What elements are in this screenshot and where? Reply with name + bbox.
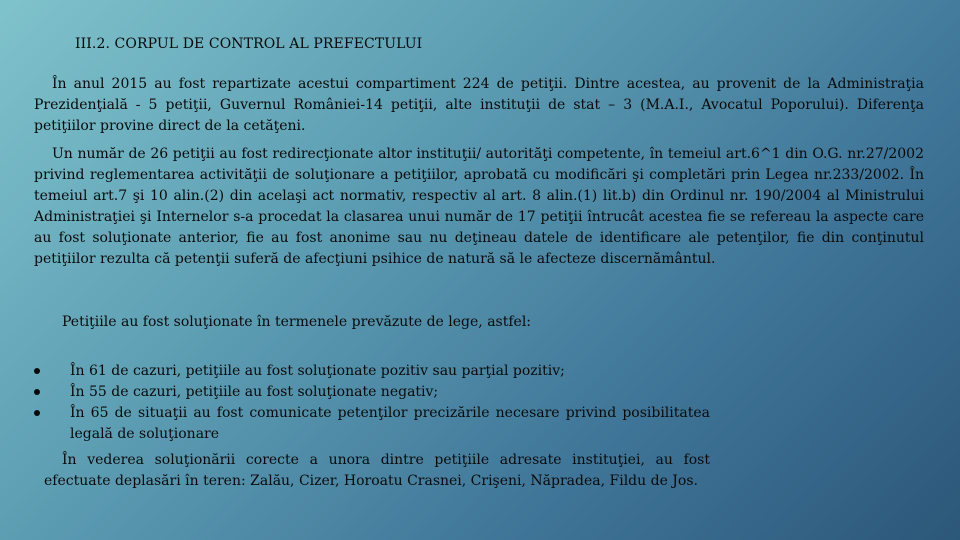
redirect-paragraph: Un număr de 26 petiţii au fost redirecţionate altor instituţii/ autorităţi competente, în temeiul art.6^1 din O.G. nr.27/2002 privind reglementarea activităţii de soluţionare a petiţiilor, aprobată cu modificări şi completări prin Legea nr.233/2002. În temeiul art.7 şi 10 alin.(2) din acelaşi act normativ, respectiv al art. 8 alin.(1) lit.b) din Ordinul nr. 190/2004 al Ministrului Administraţiei şi Internelor s-a procedat la clasarea unui număr de 17 petiţii întrucât acestea fie se refereau la aspecte care au fost soluţionate anterior, fie au fost anonime sau nu deţineau datele de identificare ale petenţilor, fie din conţinutul petiţiilor rezulta că petenţii suferă de afecţiuni psihice de natură să le afecteze discernământul. (34, 146, 924, 267)
intro-paragraph: În anul 2015 au fost repartizate acestui compartiment 224 de petiţii. Dintre acestea, au provenit de la Administraţia Prezidenţială - 5 petiţii, Guvernul României-14 petiţii, alte instituţii de stat – 3 (M.A.I., Avocatul Poporului). Diferenţa petiţiilor provine direct de la cetăţeni. (34, 76, 924, 134)
list-item (34, 361, 710, 382)
closing-paragraph: În vederea soluţionării corecte a unora dintre petiţiile adresate instituţiei, au fost efectuate deplasări în teren: Zalău, Cizer, Horoatu Crasnei, Crişeni, Năpradea, Fildu de Jos. (44, 452, 710, 489)
section-title: III.2. CORPUL DE CONTROL AL PREFECTULUI (75, 36, 423, 52)
list-item-text: În 61 de cazuri, petiţiile au fost soluţionate pozitiv sau parţial pozitiv; (70, 363, 565, 379)
resolution-list (34, 361, 710, 445)
bullet-icon (34, 368, 40, 374)
list-item-text: În 55 de cazuri, petiţiile au fost soluţionate negativ; (70, 384, 439, 400)
resolved-intro-paragraph: Petiţiile au fost soluţionate în termenele prevăzute de lege, astfel: (62, 314, 532, 330)
bullet-icon (34, 389, 40, 395)
list-item (34, 382, 710, 403)
list-item-text: În 65 de situaţii au fost comunicate petenţilor precizările necesare privind posibilitatea legală de soluţionare (70, 405, 710, 442)
bullet-icon (34, 410, 40, 416)
list-item (34, 403, 710, 445)
